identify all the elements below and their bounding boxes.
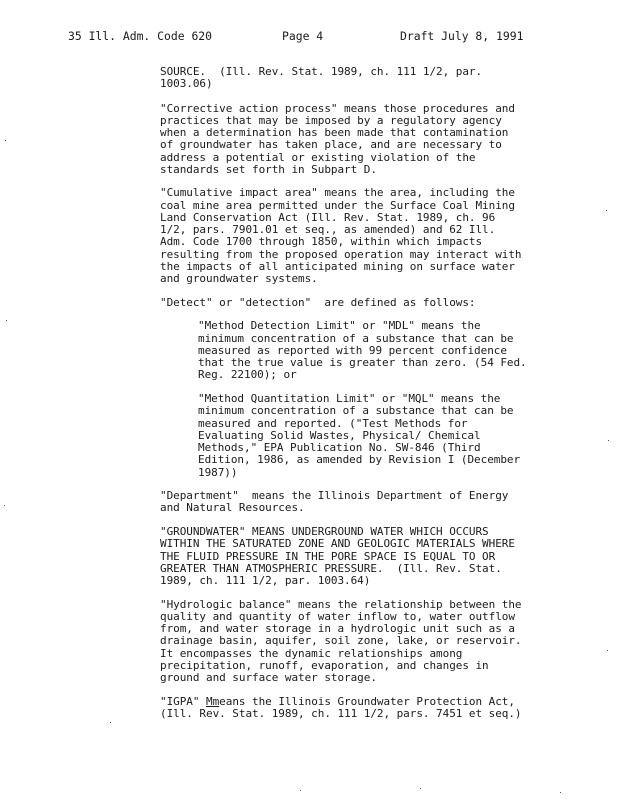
definition-groundwater: "GROUNDWATER" MEANS UNDERGROUND WATER WHICH OCCURS WITHIN THE SATURATED ZONE AND GEOLOGIC MATERIALS WHERE THE FLUID PRESSURE IN THE PORE SPACE IS EQUAL TO OR GREATER THAN ATMOSPHERIC PRESSURE. (Ill. Rev. Stat. 1989, ch. 111 1/2, par. 1003.64) xyxy=(160,525,515,588)
scan-speck xyxy=(6,320,7,321)
definition-cumulative-impact-area: "Cumulative impact area" means the area, including the coal mine area permitted under the Surface Coal Mining Land Conservation Act (Ill. Rev. Stat. 1989, ch. 96 1/2, pars. 7901.01 et seq., as amended) and 62 Ill. Adm. Code 1700 through 1850, within which impacts resulting from the proposed operation may interact with the impacts of all anticipated mining on surface water and groundwater systems. xyxy=(160,186,522,286)
scan-speck xyxy=(606,210,607,211)
definition-method-quantitation-limit: "Method Quantitation Limit" or "MQL" means the minimum concentration of a substance that can be measured and reported. ("Test Methods for Evaluating Solid Wastes, Physical/ Chemical Methods," EPA Publication No. SW-846 (Third Edition, 1986, as amended by Revision I (December 1987)) xyxy=(198,392,521,479)
scan-speck xyxy=(5,140,6,141)
definition-corrective-action-process: "Corrective action process" means those procedures and practices that may be imposed by a regulatory agency when a determination has been made that contamination of groundwater has taken place, and are necessary to address a potential or existing violation of the standards set forth in Subpart D. xyxy=(160,101,515,176)
source-citation: SOURCE. (Ill. Rev. Stat. 1989, ch. 111 1/2, par. 1003.06) xyxy=(160,65,483,91)
scan-speck xyxy=(560,792,561,793)
igpa-term: "IGPA" xyxy=(160,694,207,708)
definition-igpa xyxy=(160,696,565,721)
scan-speck xyxy=(420,788,421,789)
header-code: 35 Ill. Adm. Code 620 xyxy=(68,29,213,43)
header-draft-date: Draft July 8, 1991 xyxy=(400,29,524,43)
header-page-number: Page 4 xyxy=(282,29,324,43)
scan-speck xyxy=(110,722,111,723)
definition-detect: "Detect" or "detection" are defined as follows: xyxy=(160,295,476,309)
igpa-text: eans the Illinois Groundwater Protection Act, (Ill. Rev. Stat. 1989, ch. 111 1/2, pars. 7451 et seq.) xyxy=(160,694,522,721)
scan-speck xyxy=(607,650,608,651)
page-header xyxy=(68,29,558,45)
definition-hydrologic-balance: "Hydrologic balance" means the relationship between the quality and quantity of water inflow to, water outflow from, and water storage in a hydrologic unit such as a drainage basin, aquifer, soil zone, lake, or reservoir. It encompasses the dynamic relationships among precipitation, runoff, evaporation, and changes in ground and surface water storage. xyxy=(160,597,522,685)
document-body xyxy=(160,66,565,720)
scan-speck xyxy=(608,440,609,441)
igpa-edit-mark: Mm xyxy=(206,694,220,708)
scan-speck xyxy=(4,505,5,506)
definition-method-detection-limit: "Method Detection Limit" or "MDL" means the minimum concentration of a substance that can be measured as reported with 99 percent confidence that the true value is greater than zero. (54 Fed. Reg. 22100); or xyxy=(198,319,527,382)
definition-department: "Department" means the Illinois Department of Energy and Natural Resources. xyxy=(160,489,509,515)
scan-speck xyxy=(300,790,301,791)
